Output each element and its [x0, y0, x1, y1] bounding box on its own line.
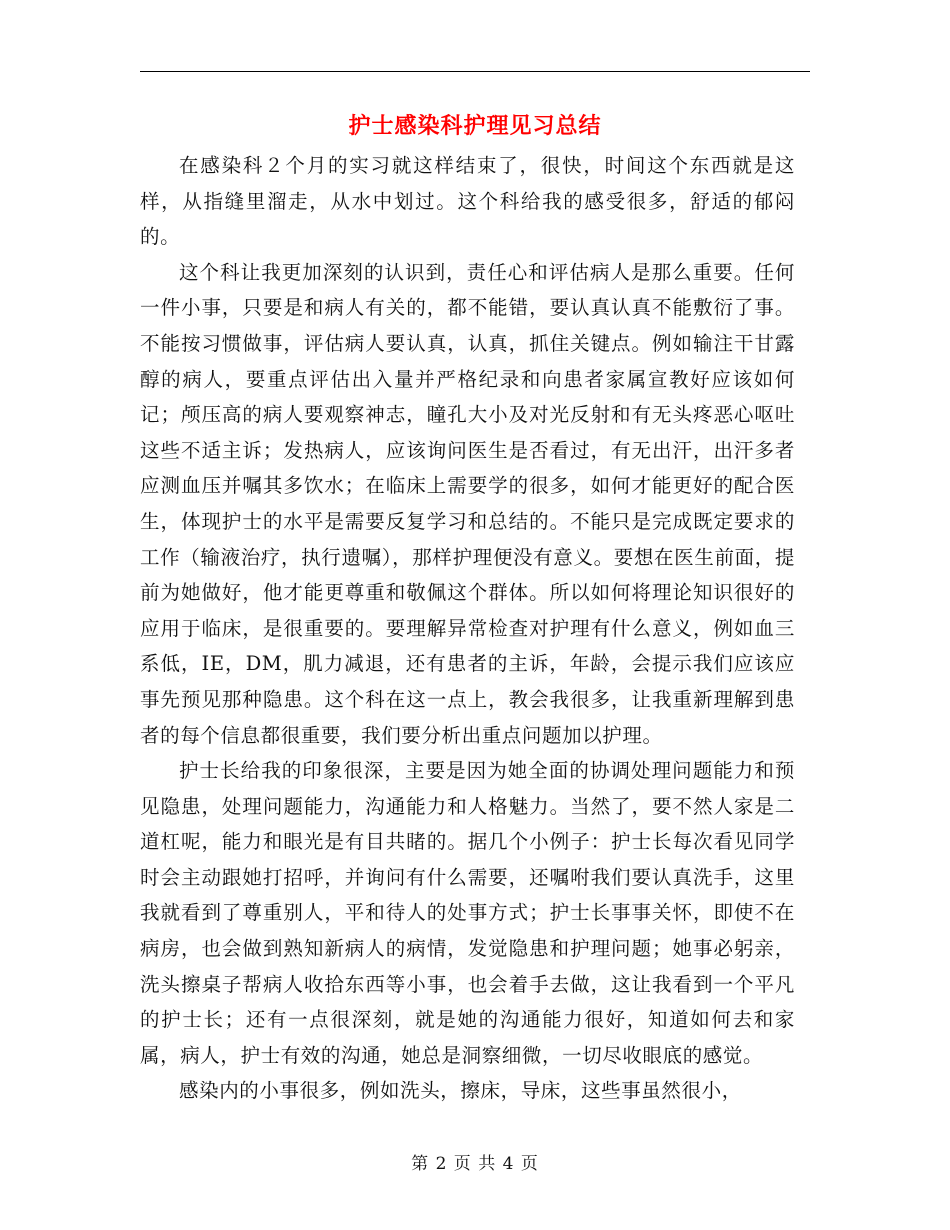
header-rule [140, 71, 810, 72]
document-title: 护士感染科护理见习总结 [348, 113, 602, 139]
paragraph: 感染内的小事很多，例如洗头，擦床，导床，这些事虽然很小， [179, 1079, 742, 1103]
page-number: 第 2 页 共 4 页 [411, 1154, 539, 1174]
paragraph: 这个科让我更加深刻的认识到，责任心和评估病人是那么重要。任何一件小事，只要是和病人有关的，都不能错，要认真认真不能敷衍了事。不能按习惯做事，评估病人要认真，认真，抓住关键点。例如输注干甘露醇的病人，要重点评估出入量并严格纪录和向患者家属宣教好应该如何记；颅压高的病人要观察神志，瞳孔大小及对光反射和有无头疼恶心呕吐这些不适主诉；发热病人，应该询问医生是否看过，有无出汗，出汗多者应测血压并嘱其多饮水；在临床上需要学的很多，如何才能更好的配合医生，体现护士的水平是需要反复学习和总结的。不能只是完成既定要求的工作（输液治疗，执行遗嘱），那样护理便没有意义。要想在医生前面，提前为她做好，他才能更尊重和敬佩这个群体。所以如何将理论知识很好的应用于临床，是很重要的。要理解异常检查对护理有什么意义，例如血三系低，IE，DM，肌力减退，还有患者的主诉，年龄，会提示我们应该应事先预见那种隐患。这个科在这一点上，教会我很多，让我重新理解到患者的每个信息都很重要，我们要分析出重点问题加以护理。 [140, 260, 795, 747]
paragraph: 护士长给我的印象很深，主要是因为她全面的协调处理问题能力和预见隐患，处理问题能力，沟通能力和人格魅力。当然了，要不然人家是二道杠呢，能力和眼光是有目共睹的。据几个小例子：护士长每次看见同学时会主动跟她打招呼，并询问有什么需要，还嘱咐我们要认真洗手，这里我就看到了尊重别人，平和待人的处事方式；护士长事事关怀，即使不在病房，也会做到熟知新病人的病情，发觉隐患和护理问题；她事必躬亲，洗头擦桌子帮病人收拾东西等小事，也会着手去做，这让我看到一个平凡的护士长；还有一点很深刻，就是她的沟通能力很好，知道如何去和家属，病人，护士有效的沟通，她总是洞察细微，一切尽收眼底的感觉。 [140, 759, 795, 1067]
document-body [140, 148, 795, 1109]
paragraph: 在感染科２个月的实习就这样结束了，很快，时间这个东西就是这样，从指缝里溜走，从水中划过。这个科给我的感受很多，舒适的郁闷的。 [140, 154, 795, 249]
